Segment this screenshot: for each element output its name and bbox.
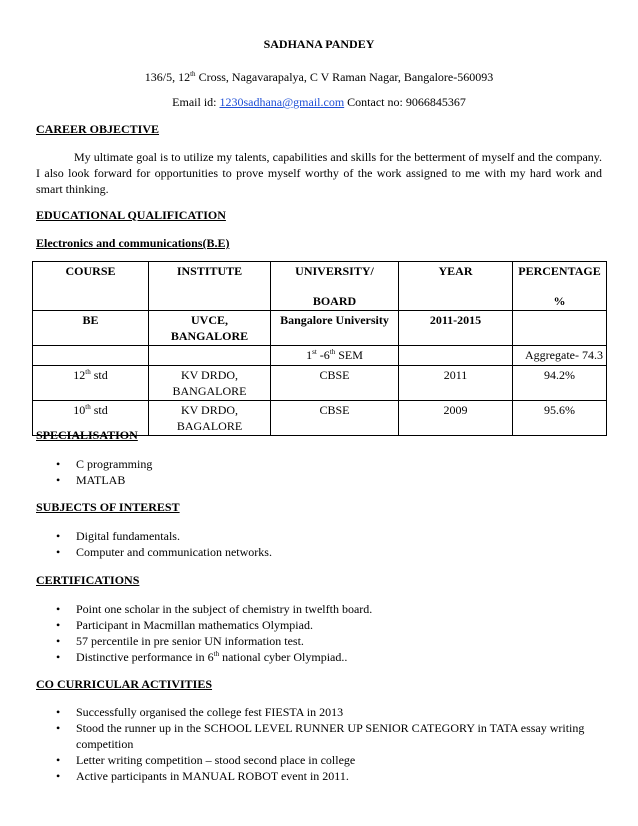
list-item: • Participant in Macmillan mathematics Olympiad. xyxy=(56,617,372,633)
list-item: • Computer and communication networks. xyxy=(56,544,272,560)
table-row: 10th std KV DRDO, BAGALORE CBSE 2009 95.6% xyxy=(33,401,607,436)
email-link[interactable]: 1230sadhana@gmail.com xyxy=(219,95,345,109)
subjects-list xyxy=(56,528,272,560)
list-item: • Letter writing competition – stood second place in college xyxy=(56,752,602,768)
contact-line xyxy=(0,95,638,111)
list-item: • Digital fundamentals. xyxy=(56,528,272,544)
education-heading: EDUCATIONAL QUALIFICATION xyxy=(36,208,226,222)
table-row: 12th std KV DRDO, BANGALORE CBSE 2011 94.2% xyxy=(33,365,607,400)
certifications-heading: CERTIFICATIONS xyxy=(36,573,140,587)
list-item: • MATLAB xyxy=(56,472,152,488)
list-item: • C programming xyxy=(56,456,152,472)
table-row: BE UVCE, BANGALORE Bangalore University 2011-2015 xyxy=(33,311,607,346)
col-percentage: PERCENTAGE % xyxy=(513,262,607,311)
cocurricular-heading: CO CURRICULAR ACTIVITIES xyxy=(36,677,213,691)
list-item: • Distinctive performance in 6th national cyber Olympiad.. xyxy=(56,649,372,665)
candidate-name: SADHANA PANDEY xyxy=(263,37,375,51)
table-row: 1st -6th SEM Aggregate- 74.3 xyxy=(33,346,607,366)
col-year: YEAR xyxy=(399,262,513,311)
email-label: Email id: xyxy=(172,95,220,109)
col-course: COURSE xyxy=(33,262,149,311)
cocurricular-list xyxy=(56,704,602,784)
list-item: • Point one scholar in the subject of chemistry in twelfth board. xyxy=(56,601,372,617)
subjects-heading: SUBJECTS OF INTEREST xyxy=(36,500,180,514)
education-subheading: Electronics and communications(B.E) xyxy=(36,236,230,250)
list-item: • Successfully organised the college fest FIESTA in 2013 xyxy=(56,704,602,720)
list-item: • 57 percentile in pre senior UN information test. xyxy=(56,633,372,649)
col-institute: INSTITUTE xyxy=(149,262,271,311)
career-objective-text: My ultimate goal is to utilize my talents, capabilities and skills for the betterment of myself and the company. I also look forward for opportunities to prove myself worthy of the work assigned to me with my hard work and smart thinking. xyxy=(36,150,602,196)
address-line: 136/5, 12th Cross, Nagavarapalya, C V Raman Nagar, Bangalore-560093 xyxy=(144,70,494,84)
certifications-list xyxy=(56,601,372,665)
career-objective-heading: CAREER OBJECTIVE xyxy=(36,122,160,136)
specialisation-heading: SPECIALISATION xyxy=(36,428,138,442)
table-header-row xyxy=(33,262,607,311)
specialisation-list xyxy=(56,456,152,488)
list-item: • Active participants in MANUAL ROBOT event in 2011. xyxy=(56,768,602,784)
contact-number: Contact no: 9066845367 xyxy=(344,95,466,109)
education-table xyxy=(32,261,607,436)
col-university: UNIVERSITY/ BOARD xyxy=(271,262,399,311)
list-item: • Stood the runner up in the SCHOOL LEVEL RUNNER UP SENIOR CATEGORY in TATA essay writing competition xyxy=(56,720,602,752)
